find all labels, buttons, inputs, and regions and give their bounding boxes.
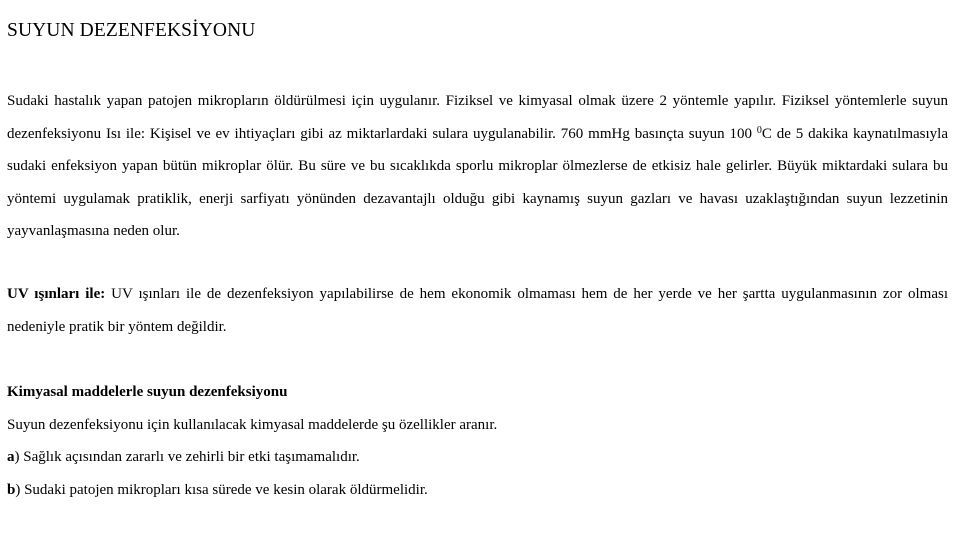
- list-text: ) Sağlık açısından zararlı ve zehirli bir etki taşımamalıdır.: [14, 449, 360, 465]
- paragraph-heat-disinfection: [7, 85, 948, 248]
- list-marker: a: [7, 449, 15, 465]
- list-marker: b: [7, 482, 16, 498]
- list-item: [7, 447, 360, 467]
- uv-label: UV ışınları ile:: [7, 286, 106, 302]
- chemical-intro: Suyun dezenfeksiyonu için kullanılacak kimyasal maddelerde şu özellikler aranır.: [7, 417, 498, 433]
- paragraph-text-part2: C de 5 dakika kaynatılmasıyla sudaki enfeksiyon yapan bütün mikroplar ölür. Bu süre ve bu sıcaklıkda sporlu mikroplar ölmezlerse de etkisiz hale gelirler. Büyük miktardaki sulara bu yöntemi uygulamak pratiklik, enerji sarfiyatı yönünden dezavantajlı olduğu gibi kaynamış suyun gazları ve havası uzaklaştığından suyun lezzetinin yayvanlaşmasına neden olur.: [7, 125, 948, 239]
- paragraph-uv-disinfection: [7, 278, 948, 343]
- page-title: SUYUN DEZENFEKSİYONU: [7, 20, 256, 41]
- chemical-heading: Kimyasal maddelerle suyun dezenfeksiyonu: [7, 384, 288, 400]
- list-item: [7, 480, 428, 500]
- paragraph-text-part1: Sudaki hastalık yapan patojen mikropların öldürülmesi için uygulanır. Fiziksel ve kimyasal olmak üzere 2 yöntemle yapılır. Fiziksel yöntemlerle suyun dezenfeksiyonu Isı ile: Kişisel ve ev ihtiyaçları gibi az miktarlardaki sulara uygulanabilir. 760 mmHg basınçta suyun 100: [7, 93, 948, 142]
- list-text: ) Sudaki patojen mikropları kısa sürede ve kesin olarak öldürmelidir.: [15, 482, 428, 498]
- uv-text: UV ışınları ile de dezenfeksiyon yapılabilirse de hem ekonomik olmaması hem de her yerde ve her şartta uygulanmasının zor olması nedeniyle pratik bir yöntem değildir.: [7, 286, 948, 335]
- degree-superscript: 0: [756, 124, 762, 136]
